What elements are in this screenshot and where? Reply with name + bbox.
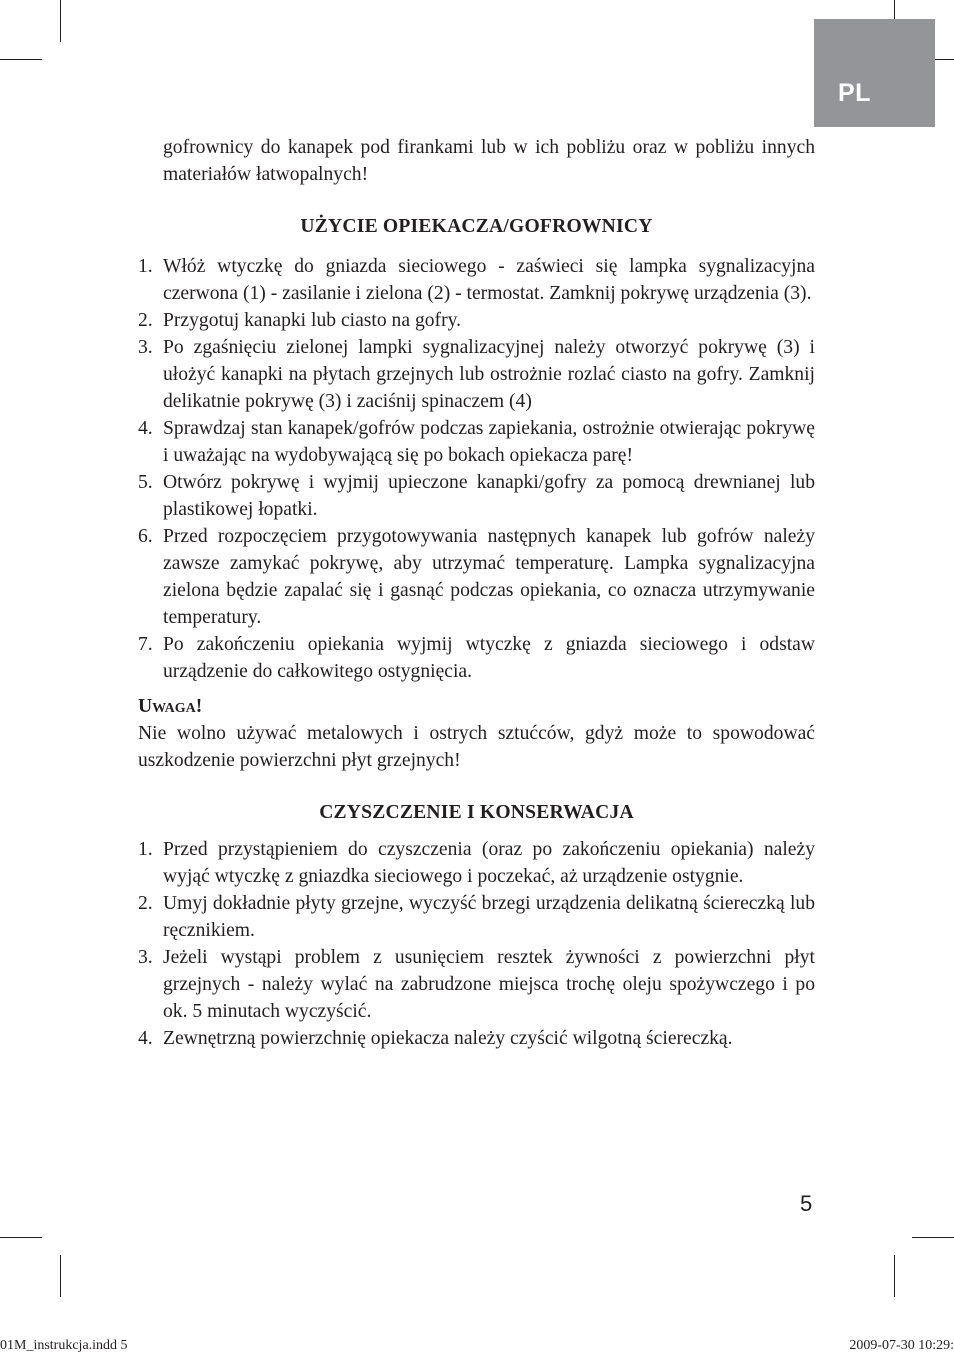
step-number: 2. xyxy=(138,893,153,914)
step-text: Włóż wtyczkę do gniazda sieciowego - zaświeci się lampka sygnalizacyjna czerwona (1) - zasilanie i zielona (2) - termostat. Zamknij pokrywę urządzenia (3). xyxy=(163,256,815,304)
step-text: Zewnętrzną powierzchnię opiekacza należy czyścić wilgotną ściereczką. xyxy=(163,1028,733,1049)
list-item xyxy=(138,334,815,415)
step-number: 7. xyxy=(138,634,153,655)
step-number: 3. xyxy=(138,947,153,968)
list-item xyxy=(138,890,815,944)
list-item xyxy=(138,253,815,307)
step-text: Przygotuj kanapki lub ciasto na gofry. xyxy=(163,310,462,331)
page-content xyxy=(138,134,815,1052)
step-text: Po zgaśnięciu zielonej lampki sygnalizacyjnej należy otworzyć pokrywę (3) i ułożyć kanapki na płytach grzejnych lub ostrożnie rozlać ciasto na gofry. Zamknij delikatnie pokrywę (3) i zaciśnij spinaczem (4) xyxy=(163,337,815,412)
step-number: 6. xyxy=(138,526,153,547)
slug-filename: 01M_instrukcja.indd 5 xyxy=(0,1338,128,1353)
step-number: 5. xyxy=(138,472,153,493)
slug-datetime: 2009-07-30 10:29: xyxy=(849,1338,954,1353)
list-item xyxy=(138,1025,815,1052)
crop-mark xyxy=(60,0,61,42)
list-item xyxy=(138,523,815,631)
crop-mark xyxy=(894,1255,895,1297)
step-text: Przed rozpoczęciem przygotowywania następnych kanapek lub gofrów należy zawsze zamykać pokrywę, aby utrzymać temperaturę. Lampka sygnalizacyjna zielona będzie zapalać się i gasnąć podczas opiekania, co oznacza utrzymywanie temperatury. xyxy=(163,526,815,628)
page-number: 5 xyxy=(800,1191,813,1216)
step-number: 4. xyxy=(138,418,153,439)
list-item xyxy=(138,836,815,890)
list-item xyxy=(138,944,815,1025)
crop-mark xyxy=(912,1237,954,1238)
list-item xyxy=(138,631,815,685)
step-number: 1. xyxy=(138,839,153,860)
crop-mark xyxy=(60,1255,61,1297)
step-number: 1. xyxy=(138,256,153,277)
step-number: 4. xyxy=(138,1028,153,1049)
crop-mark xyxy=(0,59,42,60)
step-text: Przed przystąpieniem do czyszczenia (oraz po zakończeniu opiekania) należy wyjąć wtyczkę z gniazdka sieciowego i poczekać, aż urządzenie ostygnie. xyxy=(163,839,815,887)
language-tab: PL xyxy=(814,19,935,127)
section-title-cleaning: CZYSZCZENIE I KONSERWACJA xyxy=(319,802,634,823)
step-text: Sprawdzaj stan kanapek/gofrów podczas zapiekania, ostrożnie otwierając pokrywę i uważając na wydobywającą się po bokach opiekacza parę! xyxy=(163,418,815,466)
step-text: Otwórz pokrywę i wyjmij upieczone kanapki/gofry za pomocą drewnianej lub plastikowej łopatki. xyxy=(163,472,815,520)
intro-paragraph: gofrownicy do kanapek pod firankami lub w ich pobliżu oraz w pobliżu innych materiałów łatwopalnych! xyxy=(163,137,815,185)
use-steps-list xyxy=(138,253,815,685)
note-title: Uwaga! xyxy=(138,696,203,717)
note-text: Nie wolno używać metalowych i ostrych sztućców, gdyż może to spowodować uszkodzenie powierzchni płyt grzejnych! xyxy=(138,723,815,771)
step-text: Po zakończeniu opiekania wyjmij wtyczkę z gniazda sieciowego i odstaw urządzenie do całkowitego ostygnięcia. xyxy=(163,634,815,682)
step-number: 2. xyxy=(138,310,153,331)
section-title-use: UŻYCIE OPIEKACZA/GOFROWNICY xyxy=(300,216,653,237)
list-item xyxy=(138,415,815,469)
list-item xyxy=(138,307,815,334)
step-number: 3. xyxy=(138,337,153,358)
cleaning-steps-list xyxy=(138,836,815,1052)
step-text: Jeżeli wystąpi problem z usunięciem resztek żywności z powierzchni płyt grzejnych - należy wylać na zabrudzone miejsca trochę oleju spożywczego i po ok. 5 minutach wyczyścić. xyxy=(163,947,815,1022)
step-text: Umyj dokładnie płyty grzejne, wyczyść brzegi urządzenia delikatną ściereczką lub ręcznikiem. xyxy=(163,893,815,941)
list-item xyxy=(138,469,815,523)
crop-mark xyxy=(0,1237,42,1238)
